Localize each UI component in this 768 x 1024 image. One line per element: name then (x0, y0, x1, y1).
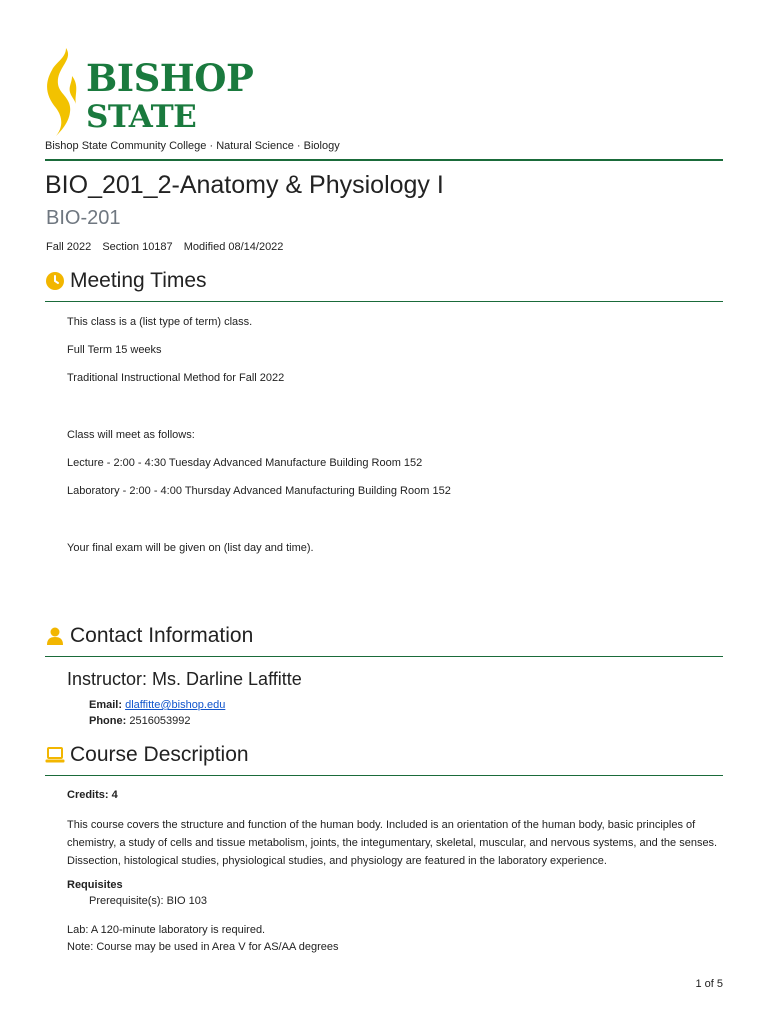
contact-heading (45, 622, 253, 650)
lecture-schedule: Lecture - 2:00 - 4:30 Tuesday Advanced Manufacture Building Room 152 (67, 457, 423, 469)
contact-label: Contact Information (70, 624, 254, 647)
email-link[interactable]: dlaffitte@bishop.edu (125, 699, 226, 711)
course-code: BIO-201 (46, 207, 121, 229)
meet-intro-text: Class will meet as follows: (67, 429, 195, 441)
credits: Credits: 4 (67, 789, 118, 801)
instruction-method-text: Traditional Instructional Method for Fall 2022 (67, 372, 285, 384)
email-row (89, 698, 225, 712)
meeting-times-label: Meeting Times (70, 269, 207, 292)
phone-label: Phone: (89, 715, 127, 727)
email-label: Email: (89, 699, 123, 711)
bishop-state-logo (44, 46, 254, 138)
clock-icon (45, 271, 65, 291)
flame-icon (44, 46, 84, 138)
page-number: 1 of 5 (695, 978, 723, 990)
instructor-name: Instructor: Ms. Darline Laffitte (67, 669, 302, 689)
phone-row (89, 714, 191, 728)
modified-date: Modified 08/14/2022 (183, 241, 284, 253)
description-divider (45, 775, 723, 776)
meeting-divider (45, 301, 723, 302)
final-exam-text: Your final exam will be given on (list day and time). (67, 542, 314, 554)
page-title: BIO_201_2-Anatomy & Physiology I (45, 171, 444, 199)
prerequisite: Prerequisite(s): BIO 103 (89, 895, 207, 907)
breadcrumb: Bishop State Community College · Natural Science · Biology (45, 140, 340, 152)
logo-text-bishop: BISHOP (86, 56, 254, 100)
course-note: Note: Course may be used in Area V for AS/AA degrees (67, 941, 339, 953)
course-description-body: This course covers the structure and function of the human body. Included is an orientation of the human body, basic principles of chemistry, a study of cells and tissue metabolism, joints, the integumentary, skeletal, muscular, and nervous systems, and the senses. Dissection, histological studies, physiological studies, and physiology are featured in the laboratory experience. (67, 819, 718, 867)
logo-text-state: STATE (86, 99, 197, 135)
phone-value: 2516053992 (129, 715, 191, 727)
lab-requirement: Lab: A 120-minute laboratory is required. (67, 924, 266, 936)
person-icon (45, 626, 65, 646)
contact-divider (45, 656, 723, 657)
requisites-label: Requisites (67, 879, 123, 891)
course-description-heading (45, 741, 249, 769)
term-type-text: This class is a (list type of term) class. (67, 316, 253, 328)
course-description-label: Course Description (70, 743, 249, 766)
laptop-icon (45, 745, 65, 765)
meeting-times-heading (45, 267, 207, 295)
section-number: Section 10187 (102, 241, 173, 253)
lab-schedule: Laboratory - 2:00 - 4:00 Thursday Advanced Manufacturing Building Room 152 (67, 485, 451, 497)
term: Fall 2022 (46, 241, 92, 253)
header-divider (45, 159, 723, 161)
course-meta (46, 241, 291, 253)
term-length-text: Full Term 15 weeks (67, 344, 162, 356)
